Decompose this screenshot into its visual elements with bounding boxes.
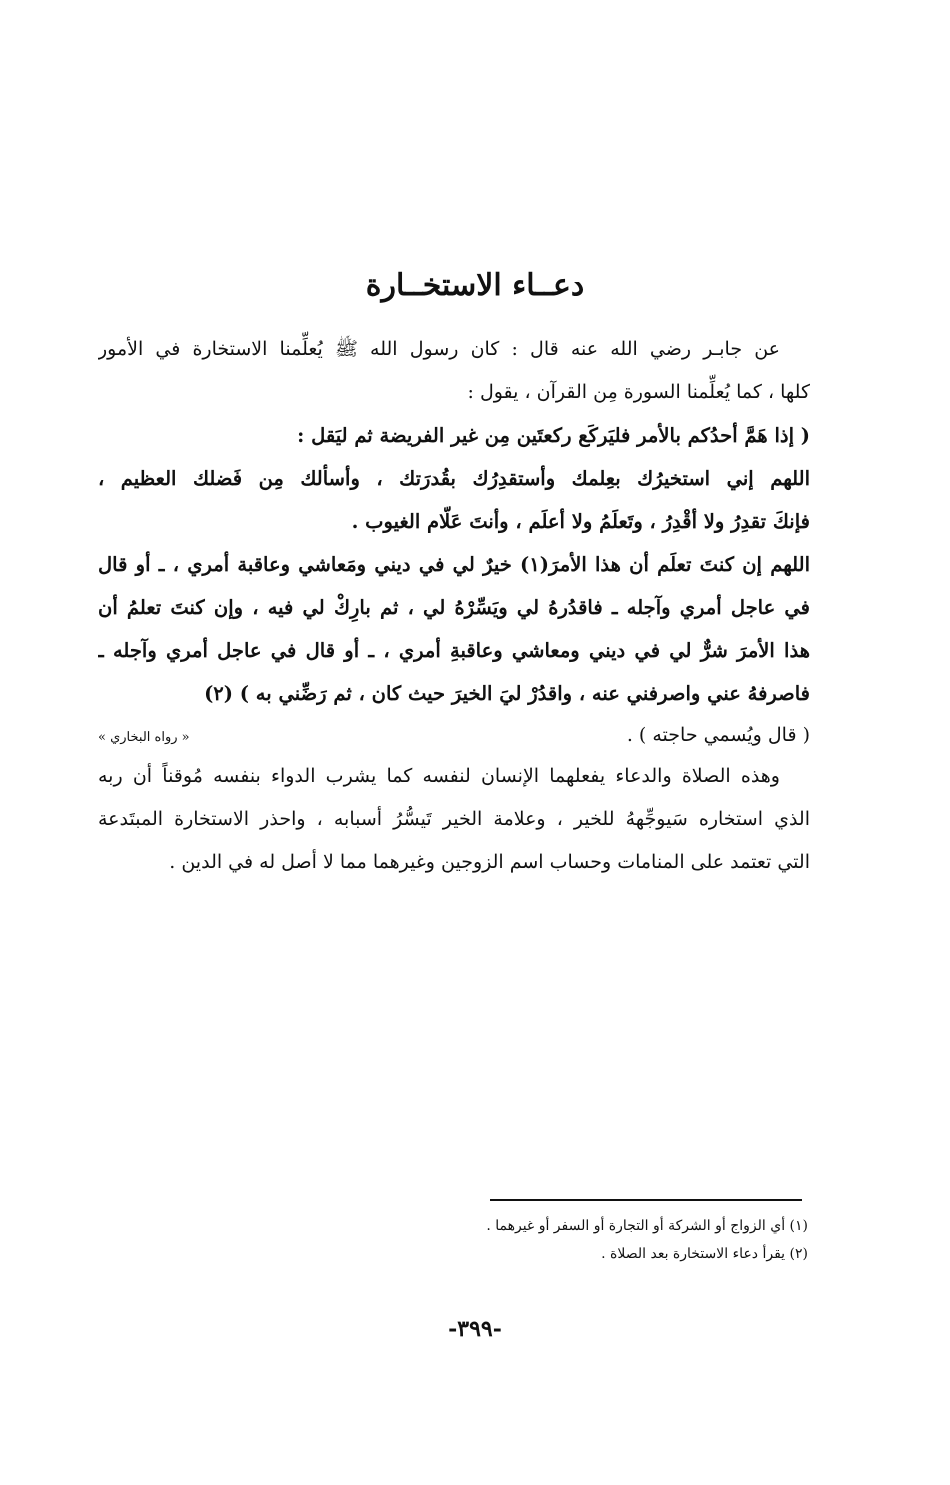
dua-line-1: ( إذا هَمَّ أحدُكم بالأمر فليَركَع ركعتَين مِن غير الفريضة ثم ليَقل : — [297, 424, 810, 447]
page-title: دعــاء الاستخــارة — [365, 268, 585, 303]
citation-source: « رواه البخاري » — [98, 730, 190, 745]
citation-row — [98, 715, 810, 755]
citation-text: ( قال ويُسمي حاجته ) . — [626, 724, 810, 746]
main-text — [98, 328, 810, 884]
dua-line-5: في عاجل أمري وآجله ـ فاقدُرهُ لي ويَسِّرْهُ لي ، ثم بارِكْ لي فيه ، وإن كنتَ تعلمُ أن — [98, 596, 810, 619]
page-number: -٣٩٩- — [448, 1316, 502, 1342]
dua-line-2: اللهم إني استخيرُك بعِلمك وأستقدِرُك بقُدرَتك ، وأسألك مِن فَضلك العظيم ، — [98, 467, 810, 490]
dua-line-6: هذا الأمرَ شرٌّ لي في ديني ومعاشي وعاقبةِ أمري ، ـ أو قال في عاجل أمري وآجله ـ — [98, 639, 810, 662]
closing-line-3: التي تعتمد على المنامات وحساب اسم الزوجين وغيرهما مما لا أصل له في الدين . — [169, 851, 810, 873]
footnote-1: (١) أي الزواج أو الشركة أو التجارة أو السفر أو غيرهما . — [486, 1218, 808, 1234]
dua-line-7: فاصرفهُ عني واصرفني عنه ، واقدُرْ ليَ الخيرَ حيث كان ، ثم رَضِّني به ) (٢) — [204, 682, 810, 705]
footnote-divider — [490, 1199, 802, 1201]
footnote-2: (٢) يقرأ دعاء الاستخارة بعد الصلاة . — [601, 1246, 808, 1262]
closing-line-2: الذي استخاره سَيوجِّههُ للخير ، وعلامة الخير تَيسُّرُ أسبابه ، واحذر الاستخارة المبتَدعة — [98, 808, 810, 830]
dua-line-3: فإنكَ تقدِرُ ولا أقْدِرُ ، وتَعلَمُ ولا أعلَم ، وأنتَ عَلّام الغيوب . — [351, 510, 810, 533]
footnotes — [300, 1212, 808, 1268]
closing-line-1: وهذه الصلاة والدعاء يفعلهما الإنسان لنفسه كما يشرب الدواء بنفسه مُوقناً أن ربه — [98, 765, 780, 787]
dua-line-4: اللهم إن كنتَ تعلَم أن هذا الأمرَ(١) خيرٌ لي في ديني ومَعاشي وعاقبة أمري ، ـ أو قال — [98, 553, 810, 576]
intro-line-2: كلها ، كما يُعلِّمنا السورة مِن القرآن ، يقول : — [467, 381, 810, 403]
intro-line-1: عن جابـر رضي الله عنه قال : كان رسول الله ﷺ يُعلِّمنا الاستخارة في الأمور — [98, 338, 780, 360]
